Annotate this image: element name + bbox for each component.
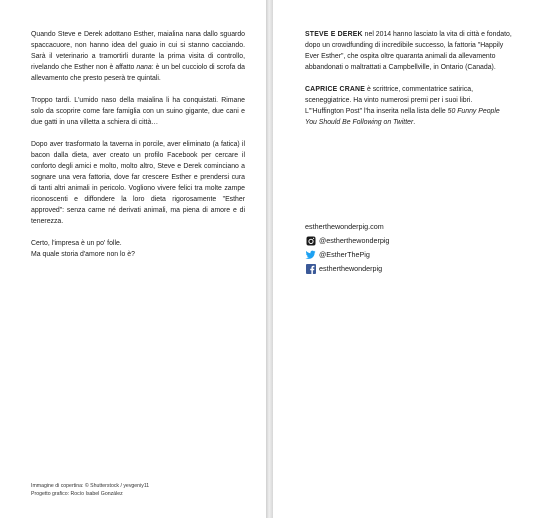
cover-image-credit: Immagine di copertina: © Shutterstock / yevgeniy11	[31, 483, 150, 489]
twitter-icon	[305, 250, 316, 261]
left-page	[0, 0, 266, 518]
instagram-handle: @estherthewonderpig	[319, 236, 390, 245]
caprice-bio-end: .	[413, 119, 416, 126]
facebook-handle: estherthewonderpig	[319, 264, 383, 273]
caprice-list-title: 50 Funny People You Should Be Following on Twitter	[305, 108, 500, 126]
twitter-handle: @EstherThePig	[319, 250, 370, 259]
authors-bio	[305, 29, 513, 73]
synopsis-paragraph-3: Dopo aver trasformato la taverna in porcile, aver eliminato (a fatica) il bacon dalla dieta, aver creato un profilo Facebook per cercare il conforto degli amici e molto, molto altro, Steve e Derek cominciano a sognare una vera fattoria, dove far crescere Esther e prendersi cura di tanti altri animali in pericolo. Vogliono vivere felici tra molte zampe riconoscenti e diffondere la loro dieta rigorosamente "Esther approved": senza carne né derivati animali, ma piena di amore e di tenerezza.	[31, 141, 245, 225]
twitter-link[interactable]	[305, 248, 389, 262]
synopsis-p1-italic: nana	[136, 64, 152, 71]
author-bios	[305, 29, 513, 139]
instagram-link[interactable]	[305, 234, 389, 248]
synopsis-paragraph-4	[31, 238, 245, 260]
social-links	[305, 220, 389, 276]
authors-bio-text: nel 2014 hanno lasciato la vita di città e fondato, dopo un crowdfunding di incredibile successo, la fattoria "Happily Ever Esther", che ospita oltre quaranta animali da allevamento abbandonati o maltrattati a Campbellville, in Ontario (Canada).	[305, 31, 512, 71]
synopsis-paragraph-1	[31, 29, 245, 84]
synopsis-paragraph-2: Troppo tardi. L'umido naso della maialina li ha conquistati. Rimane solo da scoprire come fare famiglia con un suino gigante, due cani e due gatti in una villetta a schiera di città…	[31, 97, 245, 126]
book-gutter	[266, 0, 273, 518]
graphic-design-credit: Progetto grafico: Rocío Isabel González	[31, 491, 123, 497]
facebook-icon	[305, 264, 316, 275]
website-label: estherthewonderpig.com	[305, 222, 384, 231]
right-page	[273, 0, 536, 518]
synopsis-p1-text-b: : è un bel cucciolo di scrofa da allevamento che presto peserà tre quintali.	[31, 64, 245, 82]
facebook-link[interactable]	[305, 262, 389, 276]
synopsis-text	[31, 29, 245, 271]
website-link[interactable]	[305, 220, 389, 234]
caprice-name: CAPRICE CRANE	[305, 86, 366, 93]
synopsis-p1-text-a: Quando Steve e Derek adottano Esther, maialina nana dallo sguardo spaccacuore, non hanno idea del guaio in cui si stanno cacciando. Sarà il veterinario a tramortirli durante la prima visita di controllo, rivelando che Esther non è affatto	[31, 31, 245, 71]
synopsis-closing-line-2: Ma quale storia d'amore non lo è?	[31, 251, 135, 258]
synopsis-closing-line-1: Certo, l'impresa è un po' folle.	[31, 240, 122, 247]
caprice-bio	[305, 84, 513, 128]
instagram-icon	[305, 236, 316, 247]
cover-credits	[31, 482, 149, 498]
authors-name: STEVE E DEREK	[305, 31, 363, 38]
caprice-bio-text: è scrittrice, commentatrice satirica, sceneggiatrice. Ha vinto numerosi premi per i suoi libri. L'"Huffington Post" l'ha inserita nella lista delle	[305, 86, 474, 115]
